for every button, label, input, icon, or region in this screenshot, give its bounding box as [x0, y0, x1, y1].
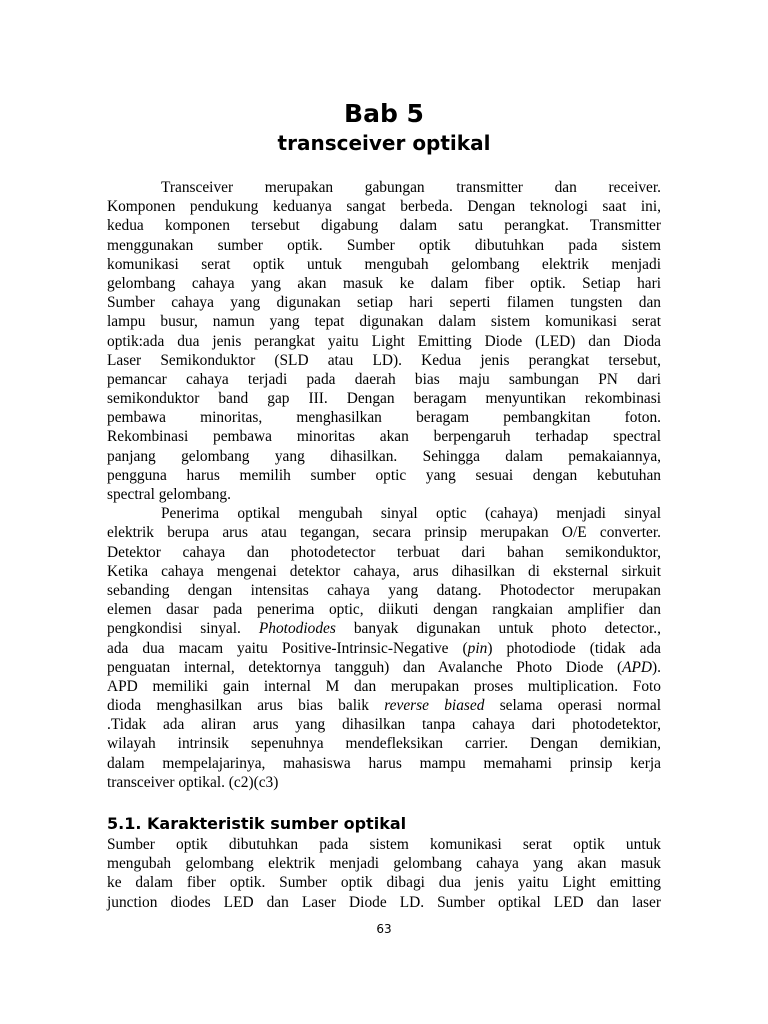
paragraph-line: Rekombinasi pembawa minoritas akan berpengaruh terhadap spectral [107, 428, 661, 446]
italic-term: pin [467, 639, 488, 657]
paragraph-line: APD memiliki gain internal M dan merupakan proses multiplication. Foto [107, 677, 661, 695]
paragraph-line: Sumber cahaya yang digunakan setiap hari seperti filamen tungsten dan [107, 294, 661, 312]
paragraph-line: semikonduktor band gap III. Dengan beragam menyuntikan rekombinasi [107, 390, 661, 408]
paragraph-line: elemen dasar pada penerima optic, diikuti dengan rangkaian amplifier dan [107, 601, 661, 619]
paragraph-line: pengguna harus memilih sumber optic yang sesuai dengan kebutuhan [107, 466, 661, 484]
text-run: ada dua macam yaitu Positive-Intrinsic-Negative ( [107, 639, 468, 657]
paragraph-line: panjang gelombang yang dihasilkan. Sehingga dalam pemakaiannya, [107, 447, 661, 465]
page-number: 63 [376, 922, 392, 936]
paragraph-line: Laser Semikonduktor (SLD atau LD). Kedua jenis perangkat tersebut, [107, 351, 661, 369]
section-paragraph [107, 835, 661, 912]
italic-term: reverse biased [384, 697, 485, 715]
paragraph-line [107, 658, 661, 677]
paragraph-line: Detektor cahaya dan photodetector terbuat dari bahan semikonduktor, [107, 543, 661, 561]
paragraph-line: kedua komponen tersebut digabung dalam satu perangkat. Transmitter [107, 217, 661, 235]
paragraph-line: pemancar cahaya terjadi pada daerah bias maju sambungan PN dari [107, 370, 661, 388]
italic-term: Photodiodes [258, 620, 336, 638]
paragraph-line: ke dalam fiber optik. Sumber optik dibagi dua jenis yaitu Light emitting [107, 874, 661, 892]
paragraph-line: wilayah intrinsik sepenuhnya mendefleksikan carrier. Dengan demikian, [107, 735, 661, 753]
paragraph-line: komunikasi serat optik untuk mengubah gelombang elektrik menjadi [107, 255, 661, 273]
paragraph-line: junction diodes LED dan Laser Diode LD. Sumber optikal LED dan laser [107, 893, 661, 911]
paragraph-line: Penerima optikal mengubah sinyal optic (cahaya) menjadi sinyal [161, 505, 661, 523]
paragraph-line: Ketika cahaya mengenai detektor cahaya, arus dihasilkan di eksternal sirkuit [107, 562, 661, 580]
text-run: pengkondisi sinyal. [107, 620, 259, 638]
text-run: selama operasi normal [484, 697, 661, 715]
paragraph-line [107, 696, 661, 715]
text-run: ). [652, 658, 661, 676]
paragraph-line: .Tidak ada aliran arus yang dihasilkan tanpa cahaya dari photodetektor, [107, 716, 661, 734]
text-run: ) photodiode (tidak ada [487, 639, 661, 657]
paragraph-line: lampu busur, namun yang tepat digunakan dalam sistem komunikasi serat [107, 313, 661, 331]
text-run: penguatan internal, detektornya tangguh) dan Avalanche Photo Diode ( [107, 658, 623, 676]
italic-term: APD [622, 658, 653, 676]
paragraph-line: dalam mempelajarinya, mahasiswa harus mampu memahami prinsip kerja [107, 754, 661, 772]
paragraph-line: spectral gelombang. [107, 486, 231, 503]
paragraph-line: Sumber optik dibutuhkan pada sistem komunikasi serat optik untuk [107, 836, 661, 853]
text-run: banyak digunakan untuk photo detector., [335, 620, 661, 638]
paragraph-line: sebanding dengan intensitas cahaya yang datang. Photodector merupakan [107, 581, 661, 599]
section-heading: 5.1. Karakteristik sumber optikal [107, 814, 407, 833]
chapter-title: transceiver optikal [277, 131, 491, 155]
paragraph-line: gelombang cahaya yang akan masuk ke dalam fiber optik. Setiap hari [107, 274, 661, 292]
paragraph-line: optik:ada dua jenis perangkat yaitu Light Emitting Diode (LED) dan Dioda [107, 332, 661, 350]
paragraph-line: pembawa minoritas, menghasilkan beragam pembangkitan foton. [107, 409, 661, 427]
paragraph-line: menggunakan sumber optik. Sumber optik dibutuhkan pada sistem [107, 236, 661, 254]
paragraph-line: mengubah gelombang elektrik menjadi gelombang cahaya yang akan masuk [107, 855, 661, 873]
paragraph-line: transceiver optikal. (c2)(c3) [107, 773, 279, 791]
paragraph-line [107, 619, 661, 638]
text-run: dioda menghasilkan arus bias balik [107, 697, 385, 715]
chapter-number: Bab 5 [344, 99, 424, 128]
paragraph-line: elektrik berupa arus atau tegangan, secara prinsip merupakan O/E converter. [107, 524, 661, 542]
paragraph-line: Komponen pendukung keduanya sangat berbeda. Dengan teknologi saat ini, [107, 198, 661, 216]
body-paragraphs [107, 178, 661, 792]
paragraph-line [107, 639, 661, 658]
paragraph-line: Transceiver merupakan gabungan transmitter dan receiver. [161, 179, 661, 196]
